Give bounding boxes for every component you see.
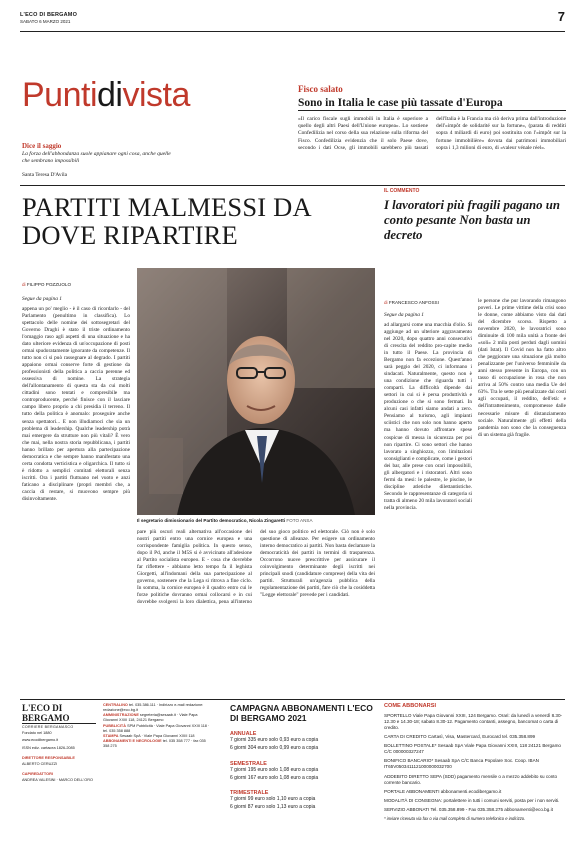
masthead-website[interactable]: www.ecodibergamo.it <box>22 738 59 743</box>
annual-heading: ANNUALE <box>230 731 257 738</box>
quote-author: Santa Teresa D'Avila <box>22 172 68 178</box>
fisco-rule <box>298 110 566 111</box>
credit-line: ABBONAMENTI E NECROLOGIE tel. 035 358 777 · fax 035 358 275 <box>103 738 206 748</box>
page-number: 7 <box>557 9 565 24</box>
campaign-title: CAMPAGNA ABBONAMENTI L'ECO DI BERGAMO 2021 <box>230 703 373 724</box>
subscribe-direct-debit: ADDEBITO DIRETTO SEPA (SDD) pagamento mensile o a mezzo addebito su conto corrente bancario. <box>384 773 558 785</box>
subscriber-service: SERVIZIO ABBONATI Tel. 035.358.899 - Fax 035.358.275 abbonamenti@eco.bg.it <box>384 806 553 812</box>
subscribe-delivery: MODALITÀ DI CONSEGNA: portalettere in tutti i comuni serviti, posta per i non serviti. <box>384 797 560 803</box>
semester-heading: SEMESTRALE <box>230 760 267 767</box>
newspaper-name: L'ECO DI BERGAMO <box>20 12 78 18</box>
masthead-logo: L'ECO DI BERGAMO <box>22 703 96 724</box>
semester-price-7: 7 giorni 195 euro solo 1,08 euro a copia <box>230 766 319 773</box>
photo-image <box>137 268 375 515</box>
section-title <box>22 78 190 112</box>
commento-body-column-1: ad allargarsi come una macchia d'olio. Si aggiunge ad un ulteriore aggravamento nel 2020, dopo quattro anni consecutivi di crescita del reddito pro-capite medio in tutto il Paese. La provincia di Bergamo non fa eccezione. Quest'anno sarà peggio del 2020, ci informano i sindacati. Naturalmente, questo non è una condizione che riguarda tutti i comparti. La difficoltà dipende dai settori in cui si è persa produttività e produzione o che si sono fermati. In alcuni casi infatti siamo andati a zero. Pensiamo al turismo, agli impianti sciistici che non solo non hanno aperto ma hanno dovuto affrontare spese cospicue di messa in sicurezza per poi non ripartire. Ci sono settori che hanno lavorato a singhiozzo, con limitazioni sconsiglianti e complicate, come i gestori dei bar, alle prese con orari impossibili, gli albergatori e i ristoratori. Altri sono fermi da mesi: le palestre, le piscine, le discipline atletiche dilettantistiche. Secondo le rappresentanze di categoria si tratta di almeno 20 mila lavoratori sociali nella provincia. <box>384 322 472 511</box>
photo-caption-text: Il segretario dimissionario del Partito democratico, Nicola Zingaretti <box>137 518 286 523</box>
section-divider <box>20 185 565 186</box>
subscribe-footnote: * inviare ricevuta via fax o via mail completo di numero telefonico e indirizzo. <box>384 815 526 821</box>
article-photo <box>137 268 375 515</box>
quarter-price-7: 7 giorni 99 euro solo 1,10 euro a copia <box>230 796 316 803</box>
how-to-subscribe-title: COME ABBONARSI <box>384 703 437 709</box>
subscription-campaign <box>230 703 378 812</box>
subscribe-counter: SPORTELLO Viale Papa Giovanni XXIII, 124 Bergamo. Orari: da lunedì a venerdì 8.30-12.30 e 14.30-18; sabato 8.30-12. Pagamento contanti, assegno, bancomat o carta di credito. <box>384 713 563 731</box>
editors-heading: CAPIREDATTORI <box>22 772 53 777</box>
contact-credits <box>103 703 213 749</box>
commento-headline: I lavoratori più fragili pagano un conto pesante Non basta un decreto <box>384 198 560 242</box>
fisco-title: Sono in Italia le case più tassate d'Europa <box>298 97 503 109</box>
masthead-issn: ISSN ediz. cartacea 1826-2085 <box>22 745 75 750</box>
section-title-part1: Punti <box>22 76 97 114</box>
main-body-column: appena un po' meglio - è il caso di ricordarlo - del Parlamento (penultimo in classifica). Lo spettacolo delle nomine dei sottosegretari del Governo Draghi è stato il triste ordinamento l'omaggio raso agli aspetti di una situazione e ha dato ulteriore evidenza di un'occupazione di posti ormai spudoratamente ignorante da competenze. Il tutto non ci si può rassegnare al degrado. I partiti appaiono ormai conserve forte di gestione da professionisti della politica a caccia perenne ed ossessiva di nomine. La strategia dell'allontanamento di questa sta da cui molti cittadini sono tentati e compresibile ma controproducente, perché finisce con il lasciare campo libero proprio a chi presidia il terreno. Il tutto della politica è anomalo: proseguire anche senza spettatori... E non illudiamoci che sia un problema di leadership. Qualche leadership potrà mai emergere da strutture non più vitali? È vero che mai, nella nostra storia repubblicana, i partiti hanno brillato per apertura alla partecipazione democratica e che sempre hanno manifestato una certa condotta verticistica e oligarchica. Il tutto si è ridotto a semplici comitati elettorali senza iscritti. Ora i partiti fluttuano nel vuoto e anzi faticano a disciplinare (propri membri che, a caccia di restare, si muovono sempre più disinvoltamente. <box>22 306 130 502</box>
annual-price-6: 6 giorni 304 euro solo 0,99 euro a copia <box>230 745 319 752</box>
editors-names: ANDREA VALESINI · MARCO DELL'ORO <box>22 778 93 783</box>
credit-line: AMMINISTRAZIONE segreteria@sesaab.it · Viale Papa Giovanni XXIII 118, 24121 Bergamo <box>103 713 198 723</box>
header-rule <box>20 31 565 32</box>
credit-line: STAMPA Sesaab SpA · Viale Papa Giovanni XXIII 118 <box>103 733 195 738</box>
fisco-body: «Il carico fiscale sugli immobili in Italia è superiore a quello degli altri Paesi dell'Unione europea». Lo sostiene Confedilizia nel corso della sua relazione sulla riforma del Fisco. Confedilizia evidenzia che il solo Paese dove, secondo i dati Ocse, gli immobili sarebbero più tassati dell'Italia è la Francia ma ciò deriva prima dall'introduzione dell'«impôt de solidarité sur la fortune», (parata di redditi sopra 4 miliardi di euro) poi sostituita con l'«impôt sur la fortune immobilière» dovuta dai patrimoni immobiliari sopra i 1,3 milioni di euro, di «valeur vénale réel». <box>298 116 566 151</box>
annual-price-7: 7 giorni 335 euro solo 0,93 euro a copia <box>230 737 319 744</box>
commento-body-column-2: le persone che pur lavorando rimangono poveri. Le prime vittime della crisi sono le donne, come abbiamo visto dai dati del dicembre scorso. Rispetto a novembre 2020, le lavoratrici sono diminuite di 100 mila unità a fronte dei «soli» 2 mila posti perduti dagli uomini (dati Istat). Il Covid non ha fatto altro che peggiorare una situazione già molto penalizzante per l'universo femminile da anni stesso presente in Europa, con un tasso di occupazione in rosa che non arriva al 50% contro una media Ue del 63%. Tra le sette più penalizzate dai costi agli occupati, il reddito, dell'età: e dell'intrattenimento, compromesse dalle necessarie misure di distanziamento sociale. Naturalmente gli effetti della pandemia non sono che la conseguenza di un sistema già fragile. <box>478 298 566 438</box>
masthead-block <box>22 703 96 784</box>
issue-date: SABATO 6 MARZO 2021 <box>20 19 71 24</box>
credit-line: CENTRALINO tel. 035.386.111 · Indirizzo e-mail redazione: redazione@eco.bg.it <box>103 703 204 713</box>
main-continued-note: Segue da pagina 1 <box>22 296 62 302</box>
commento-continued-note: Segue da pagina 1 <box>384 312 424 318</box>
director-name: ALBERTO CERUZZI <box>22 761 58 766</box>
quote-kicker: Dice il saggio <box>22 142 62 150</box>
credit-line: PUBBLICITÀ SPM Pubblicità · Viale Papa Giovanni XXIII 118 · tel. 035 358 888 <box>103 723 210 733</box>
main-byline-prefix: di <box>22 282 26 287</box>
subscribe-portal[interactable]: PORTALE ABBONAMENTI abbonamenti.ecodibergamo.it <box>384 788 502 794</box>
section-title-part2: di <box>97 76 123 114</box>
photo-credit: FOTO ANSA <box>286 518 313 523</box>
commento-byline-name: FRANCESCO ANFOSSI <box>388 300 439 305</box>
semester-price-6: 6 giorni 167 euro solo 1,08 euro a copia <box>230 774 319 781</box>
how-to-subscribe <box>384 703 566 821</box>
quarter-heading: TRIMESTRALE <box>230 790 269 797</box>
quote-text: La forza dell'abbondanza suole appianare ogni cosa, anche quelle che sembrano impossibili <box>22 151 171 165</box>
main-body-continuation: pare più oscuri reali alternativa all'occasione dei nostri partiti entro una cornice europea e una corrispondente famiglia politica. In questo senso, dopo il Pd, anche il M5S si è avvicinato all'adesione al Partito socialista europeo. E - cosa che dovrebbe far riflettere - abbiamo letto tempo fa il leghista Giorgetti, all'indomani della sua partecipazione al governo, sostenere che la Lega si ritrova a fine ciclo. In somma, la cornice europea è il quadro entro cui le forze politiche dovranno ormai collocarsi e in cui dovrebbe svolgersi la loro dialettica, pena all'interno del suo gioco politico ed elettorale. Ciò non è solo questione di alleanze. Per esigere un ordinamento interno democratico ai partiti. Non basta declamare la democraticità dei partiti in termini di trasparenza. Occorrono nuove prescrittive per assicurare il coinvolgimento determinante degli iscritti nei principali snodi (candidature comprese) della vita dei partiti. Strutturali un'agenzia pubblica della regolamentazione dei partiti, fare ciò che la cosiddetta "Legge elettorale" prevede per i candidati. <box>137 529 375 606</box>
subscribe-bank-transfer: BONIFICO BANCARIO* Sesaab SpA C/C Banca Popolare Soc. Coop. IBAN IT65V0503411121000000032700 <box>384 758 539 770</box>
fisco-kicker: Fisco salato <box>298 84 343 94</box>
main-byline-name: FILIPPO POZZUOLO <box>26 282 72 287</box>
director-heading: DIRETTORE RESPONSABILE <box>22 755 75 760</box>
main-byline <box>22 282 71 287</box>
photo-caption <box>137 518 375 523</box>
subscribe-postal: BOLLETTINO POSTALE* Sesaab SpA Viale Papa Giovanni XXIII, 118 24121 Bergamo C/C 000000327247 <box>384 743 561 755</box>
main-headline: PARTITI MALMESSI DA DOVE RIPARTIRE <box>22 192 311 251</box>
masthead-subtitle: CORRIERE BERGAMASCO <box>22 725 74 729</box>
subscribe-credit-card: CARTA DI CREDITO Cartasì, Visa, Mastercard, Eurocard tel. 035.358.899 <box>384 734 536 740</box>
quarter-price-6: 6 giorni 87 euro solo 1,13 euro a copia <box>230 804 316 811</box>
commento-byline <box>384 300 439 305</box>
masthead-founded: Fondato nel 1880 <box>22 731 52 735</box>
page-header <box>20 9 565 32</box>
commento-byline-prefix: di <box>384 300 388 305</box>
commento-kicker: IL COMMENTO <box>384 188 420 194</box>
section-title-part3: vista <box>122 76 190 114</box>
footer-rule <box>20 699 565 700</box>
